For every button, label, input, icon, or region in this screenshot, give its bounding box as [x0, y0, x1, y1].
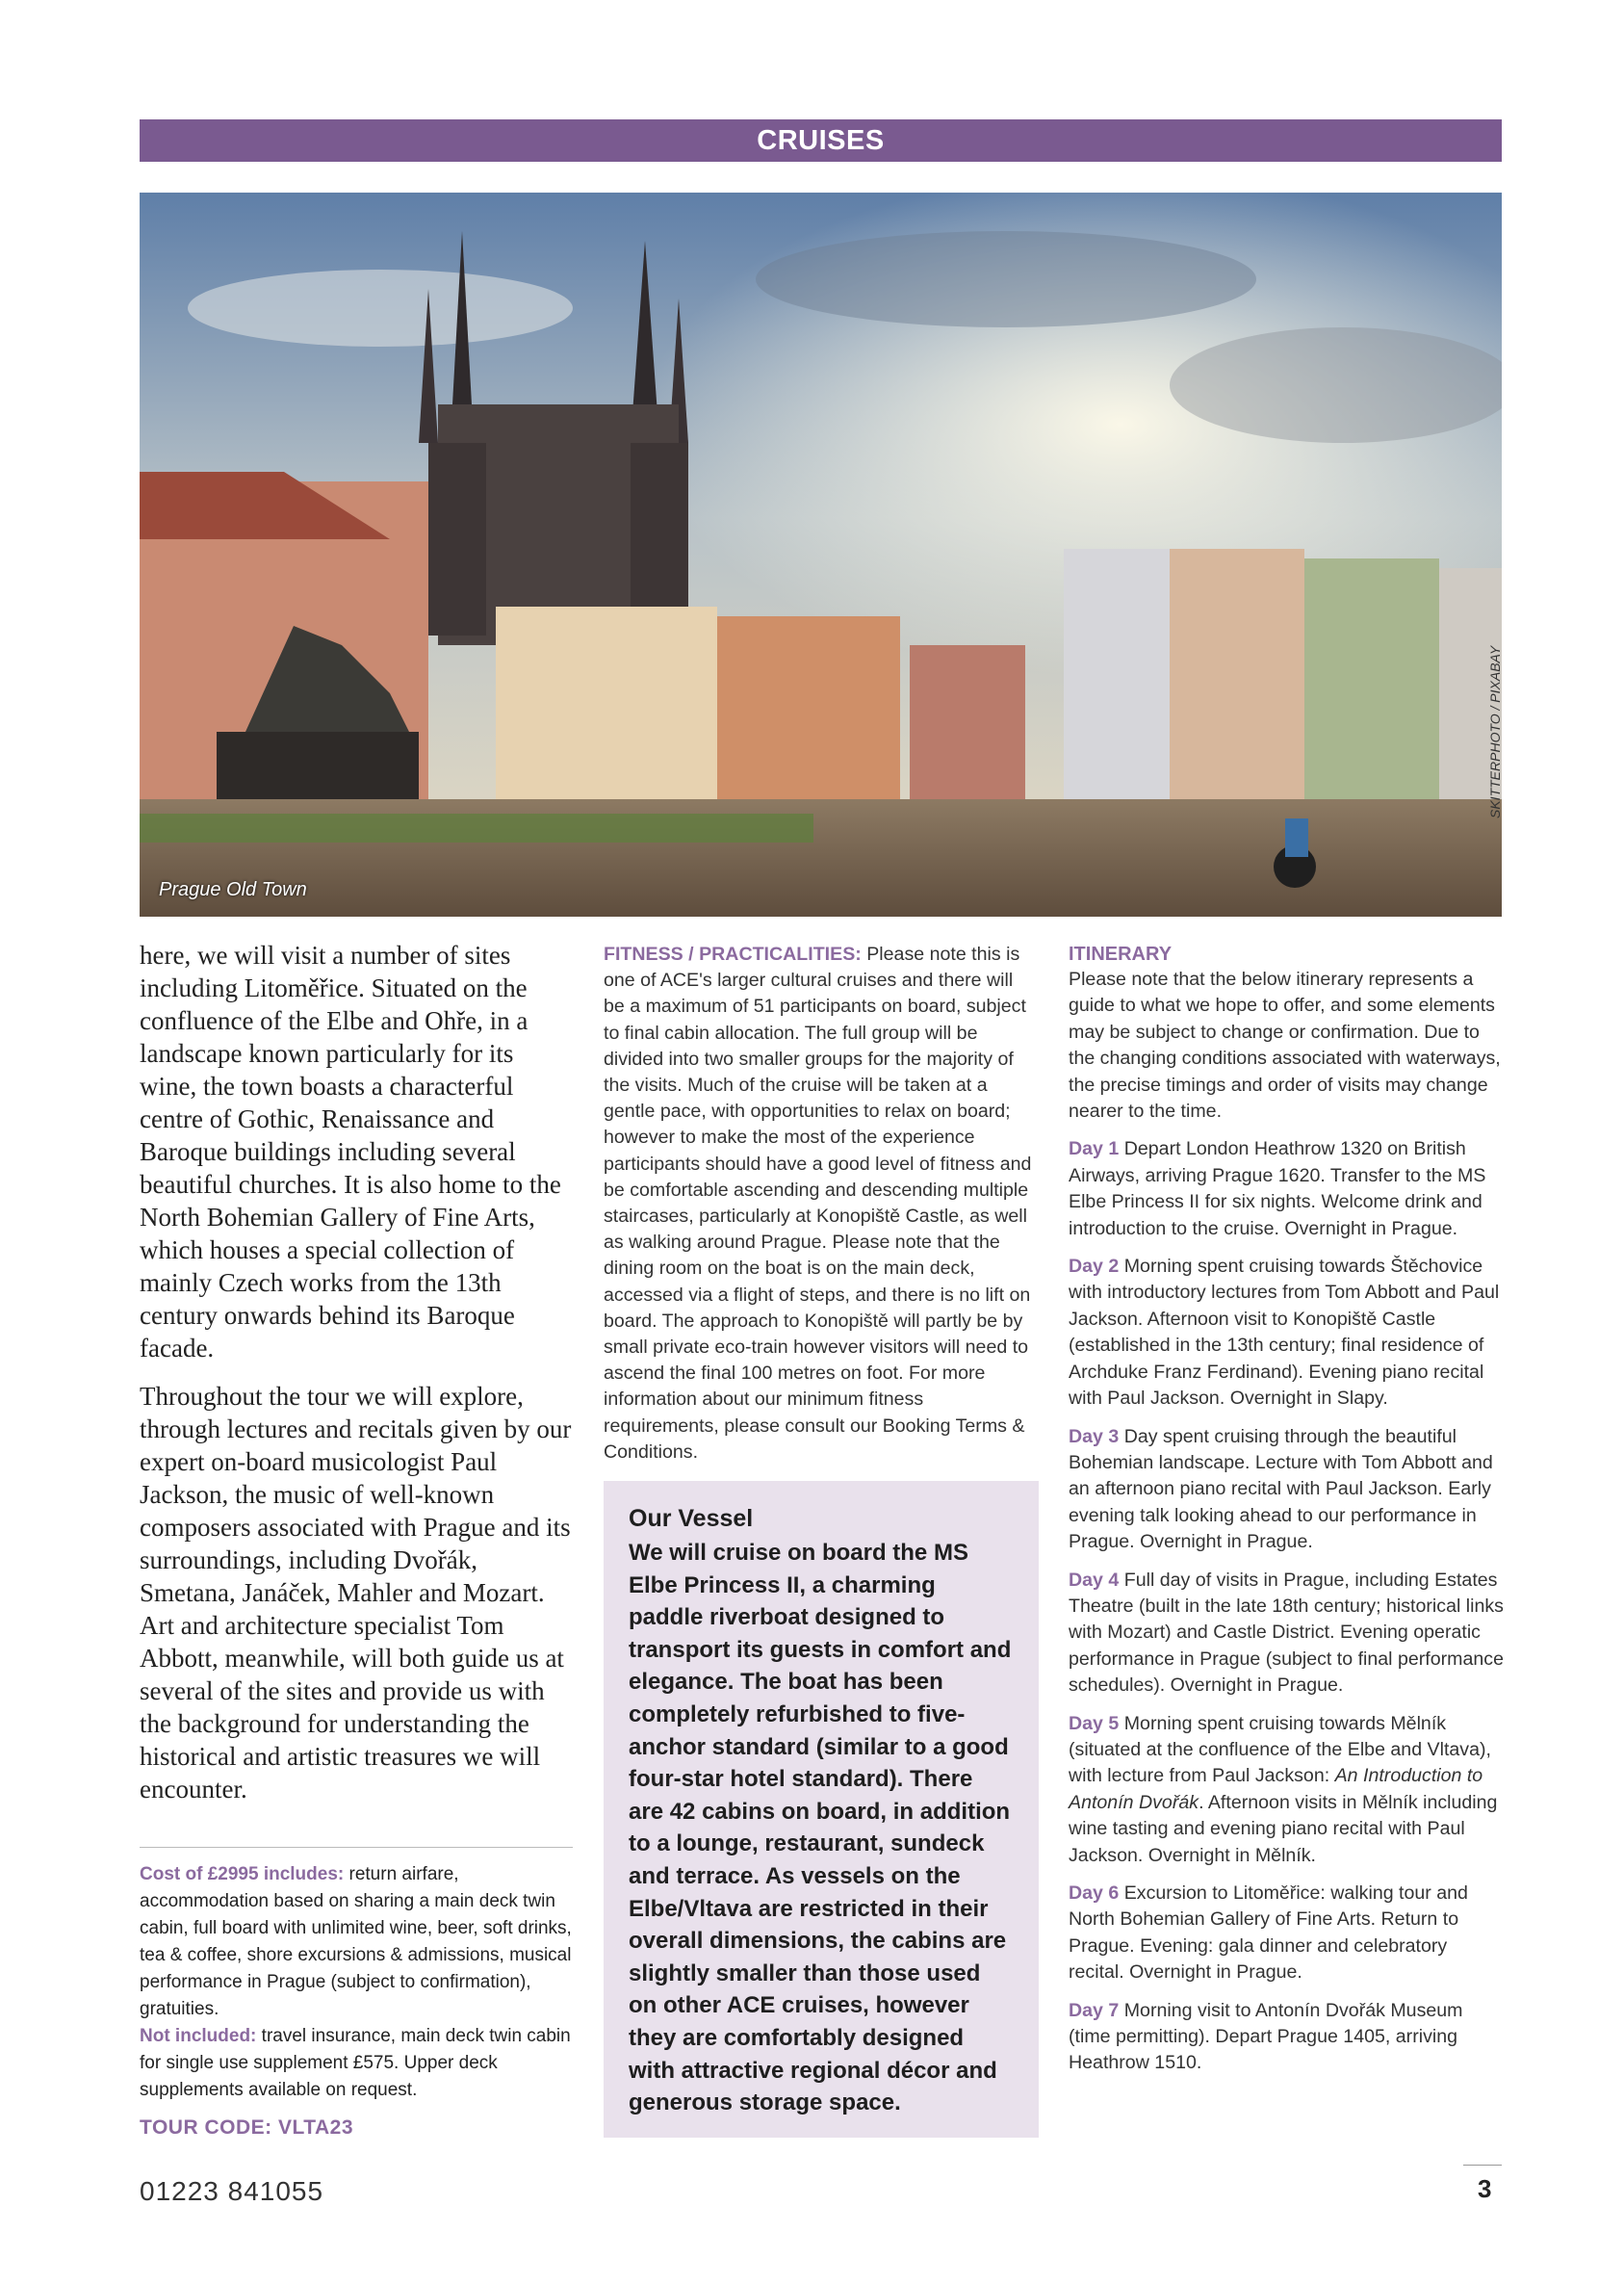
itinerary-title: ITINERARY	[1069, 944, 1173, 965]
fitness-section	[604, 942, 1039, 1466]
day-label: Day 1	[1069, 1138, 1120, 1160]
day-text: Morning spent cruising towards Mělník (situated at the confluence of the Elbe and Vltava), with lecture from Paul Jackson:	[1069, 1712, 1491, 1787]
day-text-continued: . Afternoon visits in Mělník including wine tasting and evening piano recital with Paul Jackson. Overnight in Mělník.	[1069, 1791, 1498, 1866]
day-text: Morning spent cruising towards Štěchovice with introductory lectures from Tom Abbott and Paul Jackson. Afternoon visit to Konopiště Castle (established in the 13th century; final residence of Archduke Franz Ferdinand). Evening piano recital with Paul Jackson. Overnight in Slapy.	[1069, 1256, 1500, 1410]
itinerary-day	[1069, 1136, 1504, 1242]
vessel-text: We will cruise on board the MS Elbe Princess II, a charming paddle riverboat designed to transport its guests in comfort and elegance. The boat has been completely refurbished to five-anchor standard (similar to a good four-star hotel standard). There are 42 cabins on board, in addition to a lounge, restaurant, sundeck and terrace. As vessels on the Elbe/Vltava are restricted in their overall dimensions, the cabins are slightly smaller than those used on other ACE cruises, however they are comfortably designed with attractive regional décor and generous storage space.	[629, 1540, 1012, 2116]
itinerary-day	[1069, 1711, 1504, 1869]
vessel-box	[604, 1481, 1039, 2138]
section-header: CRUISES	[140, 119, 1502, 162]
day-text: Excursion to Litoměřice: walking tour and North Bohemian Gallery of Fine Arts. Return to Prague. Evening: gala dinner and celebratory recital. Overnight in Prague.	[1069, 1882, 1468, 1984]
cost-includes-text: return airfare, accommodation based on sharing a main deck twin cabin, full board with unlimited wine, beer, soft drinks, tea & coffee, shore excursions & admissions, musical performance in Prague (subject to confirmation), gratuities.	[140, 1864, 572, 2019]
itinerary-day	[1069, 1568, 1504, 1700]
day-label: Day 5	[1069, 1712, 1120, 1734]
day-text: Day spent cruising through the beautiful Bohemian landscape. Lecture with Tom Abbott and an afternoon piano recital with Paul Jackson. Early evening talk looking ahead to our performance in Prague. Overnight in Prague.	[1069, 1425, 1493, 1553]
page-number: 3	[1478, 2174, 1492, 2203]
fitness-label: FITNESS / PRACTICALITIES:	[604, 944, 862, 965]
itinerary-day	[1069, 1254, 1504, 1412]
day-label: Day 2	[1069, 1256, 1120, 1278]
cost-includes-label: Cost of £2995 includes:	[140, 1864, 345, 1884]
tour-code: TOUR CODE: VLTA23	[140, 2116, 354, 2139]
day-label: Day 7	[1069, 1999, 1120, 2021]
photo-credit: SKITTERPHOTO / PIXABAY	[1487, 645, 1503, 818]
lecture-title: An Introduction to Antonín Dvořák	[1069, 1765, 1483, 1813]
prague-old-town-image	[140, 193, 1502, 917]
itinerary-day	[1069, 1424, 1504, 1556]
day-text: Morning visit to Antonín Dvořák Museum (time permitting). Depart Prague 1405, arriving Heathrow 1510.	[1069, 1999, 1463, 2074]
hero-photo	[140, 193, 1502, 917]
page-number-rule	[1463, 2165, 1502, 2166]
intro-column	[140, 939, 573, 1821]
intro-paragraph-2: Throughout the tour we will explore, through lectures and recitals given by our expert on-board musicologist Paul Jackson, the music of well-known composers associated with Prague and its surroundings, including Dvořák, Smetana, Janáček, Mahler and Mozart. Art and architecture specialist Tom Abbott, meanwhile, will both guide us at several of the sites and provide us with the background for understanding the historical and artistic treasures we will encounter.	[140, 1382, 572, 1804]
day-text: Depart London Heathrow 1320 on British Airways, arriving Prague 1620. Transfer to the MS Elbe Princess II for six nights. Welcome drink and introduction to the cruise. Overnight in Prague.	[1069, 1138, 1486, 1239]
day-text: Full day of visits in Prague, including Estates Theatre (built in the late 18th century; historical links with Mozart) and Castle District. Evening operatic performance in Prague (subject to final performance schedules). Overnight in Prague.	[1069, 1569, 1504, 1697]
not-included-label: Not included:	[140, 2026, 257, 2046]
cost-not-included	[140, 2023, 573, 2104]
image-caption: Prague Old Town	[159, 879, 307, 900]
phone-number: 01223 841055	[140, 2176, 324, 2206]
itinerary-intro: Please note that the below itinerary represents a guide to what we hope to offer, and some elements may be subject to change or confirmation. Due to the changing conditions associated with waterways, the precise timings and order of visits may change nearer to the time.	[1069, 969, 1501, 1123]
itinerary-section	[1069, 942, 1504, 2089]
day-label: Day 4	[1069, 1569, 1120, 1591]
cost-includes	[140, 1861, 573, 2023]
vessel-title: Our Vessel	[629, 1505, 754, 1532]
itinerary-day	[1069, 1998, 1504, 2077]
fitness-text: Please note this is one of ACE's larger cultural cruises and there will be a maximum of 51 participants on board, subject to final cabin allocation. The full group will be divided into two smaller groups for the majority of the visits. Much of the cruise will be taken at a gentle pace, with opportunities to relax on board; however to make the most of the experience participants should have a good level of fitness and be comfortable ascending and descending multiple staircases, particularly at Konopiště Castle, as well as walking around Prague. Please note that the dining room on the boat is on the main deck, accessed via a flight of steps, and there is no lift on board. The approach to Konopiště will partly be by small private eco-train however visitors will need to ascend the final 100 metres on foot. For more information about our minimum fitness requirements, please consult our Booking Terms & Conditions.	[604, 944, 1032, 1463]
day-label: Day 3	[1069, 1425, 1120, 1447]
itinerary-day	[1069, 1881, 1504, 1986]
day-label: Day 6	[1069, 1882, 1120, 1904]
not-included-text: travel insurance, main deck twin cabin for single use supplement £575. Upper deck supplements available on request.	[140, 2026, 571, 2100]
cost-details	[140, 1847, 573, 2104]
intro-paragraph-1: here, we will visit a number of sites including Litoměřice. Situated on the confluence of the Elbe and Ohře, in a landscape known particularly for its wine, the town boasts a characterful centre of Gothic, Renaissance and Baroque buildings including several beautiful churches. It is also home to the North Bohemian Gallery of Fine Arts, which houses a special collection of mainly Czech works from the 13th century onwards behind its Baroque facade.	[140, 941, 561, 1363]
